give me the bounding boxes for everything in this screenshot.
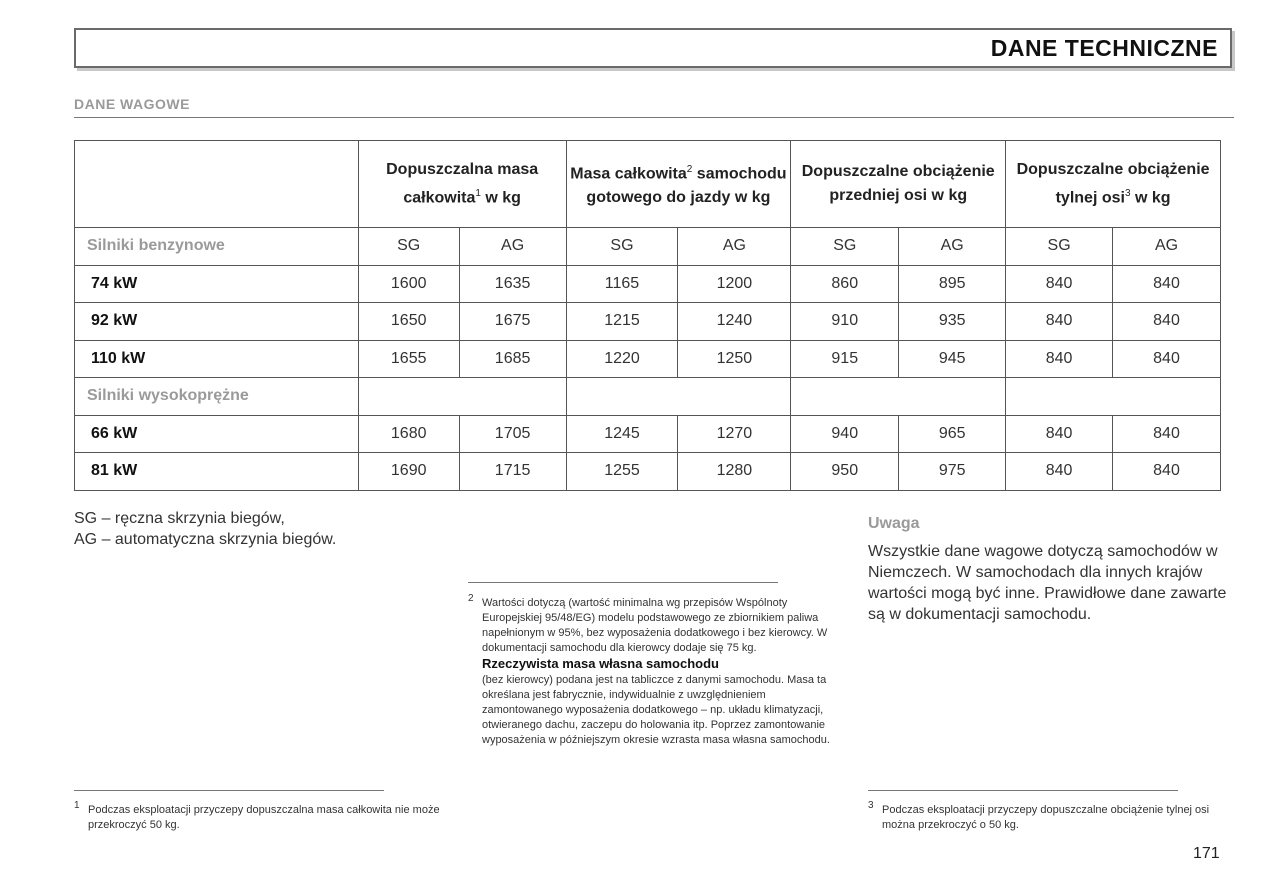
table-cell: 840 — [1006, 453, 1113, 491]
column-header: Dopuszczalne obciążenie przedniej osi w kg — [791, 141, 1006, 228]
footnote-1 — [74, 800, 450, 833]
table-cell: 1280 — [678, 453, 791, 491]
row-label: 66 kW — [75, 415, 359, 453]
table-cell: 895 — [899, 265, 1006, 303]
table-cell: 1270 — [678, 415, 791, 453]
empty-cell — [1006, 378, 1221, 416]
footnote-divider — [868, 790, 1178, 791]
empty-cell — [566, 378, 791, 416]
ag-cell: AG — [678, 228, 791, 266]
legend-ag: AG – automatyczna skrzynia biegów. — [74, 531, 337, 548]
table-cell: 1655 — [358, 340, 459, 378]
footnote-text-cont: (bez kierowcy) podana jest na tabliczce z danymi samochodu. Masa ta określana jest fabrycznie, indywidualnie z uwzględnieniem zamontowanego wyposażenia dodatkowego – np. układu klimatyzacji, otwieranego dachu, zaczepu do holowania itp. Poprzez zamontowanie wyposażenia w późniejszym okresie wzrasta masa własna samochodu. — [482, 674, 830, 746]
table-cell: 1250 — [678, 340, 791, 378]
table-row — [75, 415, 1221, 453]
table-header-row — [75, 141, 1221, 228]
table-row — [75, 340, 1221, 378]
table-cell: 1715 — [459, 453, 566, 491]
footnote-3 — [868, 800, 1232, 833]
footnote-text: Wartości dotyczą (wartość minimalna wg przepisów Wspólnoty Europejskiej 95/48/EG) modelu podstawowego ze zbiornikiem paliwa napełnionym w 95%, bez wyposażenia dodatkowego i bez kierowcy. W dokumentacji samochodu dla kierowcy dodaje się 75 kg. — [482, 597, 828, 654]
column-header: Dopuszczalne obciążenie tylnej osi$^3$ w kg — [1006, 141, 1221, 228]
footnote-bold-text: Rzeczywista masa własna samochodu — [482, 656, 719, 671]
footnote-number: 1 — [74, 800, 80, 811]
sg-cell: SG — [791, 228, 899, 266]
table-cell: 965 — [899, 415, 1006, 453]
table-row — [75, 303, 1221, 341]
sg-cell: SG — [566, 228, 678, 266]
table-cell: 840 — [1113, 340, 1221, 378]
ag-cell: AG — [1113, 228, 1221, 266]
table-cell: 1705 — [459, 415, 566, 453]
table-cell: 1255 — [566, 453, 678, 491]
weights-table — [74, 140, 1221, 491]
table-cell: 840 — [1006, 340, 1113, 378]
table-cell: 1635 — [459, 265, 566, 303]
ag-cell: AG — [899, 228, 1006, 266]
table-cell: 975 — [899, 453, 1006, 491]
table-cell: 840 — [1006, 415, 1113, 453]
row-label: 81 kW — [75, 453, 359, 491]
table-row — [75, 265, 1221, 303]
table-cell: 860 — [791, 265, 899, 303]
table-cell: 1220 — [566, 340, 678, 378]
page-title: DANE TECHNICZNE — [990, 35, 1218, 61]
table-cell: 1245 — [566, 415, 678, 453]
footnote-divider — [74, 790, 384, 791]
table-cell: 840 — [1006, 303, 1113, 341]
empty-cell — [358, 378, 566, 416]
table-cell: 1200 — [678, 265, 791, 303]
table-cell: 945 — [899, 340, 1006, 378]
table-cell: 910 — [791, 303, 899, 341]
note-text: Wszystkie dane wagowe dotyczą samochodów w Niemczech. W samochodach dla innych krajów wartości mogą być inne. Prawidłowe dane zawarte są w dokumentacji samochodu. — [868, 543, 1227, 623]
footnote-2 — [468, 593, 836, 748]
table-cell: 1680 — [358, 415, 459, 453]
table-cell: 1675 — [459, 303, 566, 341]
footnote-divider — [468, 582, 778, 583]
table-cell: 1240 — [678, 303, 791, 341]
ag-cell: AG — [459, 228, 566, 266]
table-row — [75, 453, 1221, 491]
table-cell: 840 — [1006, 265, 1113, 303]
sg-cell: SG — [358, 228, 459, 266]
table-cell: 840 — [1113, 453, 1221, 491]
table-cell: 1600 — [358, 265, 459, 303]
group-label: Silniki benzynowe — [75, 228, 359, 266]
table-cell: 950 — [791, 453, 899, 491]
table-cell: 915 — [791, 340, 899, 378]
table-cell: 1165 — [566, 265, 678, 303]
column-header: Dopuszczalna masa całkowita$^1$ w kg — [358, 141, 566, 228]
empty-cell — [791, 378, 1006, 416]
table-cell: 840 — [1113, 265, 1221, 303]
table-cell: 935 — [899, 303, 1006, 341]
section-divider — [74, 117, 1234, 118]
legend-sg: SG – ręczna skrzynia biegów, — [74, 510, 285, 527]
page-number: 171 — [1193, 845, 1220, 862]
sg-cell: SG — [1006, 228, 1113, 266]
row-label: 74 kW — [75, 265, 359, 303]
table-cell: 1685 — [459, 340, 566, 378]
table-cell: 1215 — [566, 303, 678, 341]
empty-header-cell — [75, 141, 359, 228]
section-title: DANE WAGOWE — [74, 96, 190, 112]
footnote-number: 3 — [868, 800, 874, 811]
note-title: Uwaga — [868, 515, 920, 532]
table-cell: 1650 — [358, 303, 459, 341]
column-header: Masa całkowita$^2$ samochodu gotowego do jazdy w kg — [566, 141, 791, 228]
table-cell: 840 — [1113, 415, 1221, 453]
footnote-text: Podczas eksploatacji przyczepy dopuszczalna masa całkowita nie może przekroczyć 50 kg. — [88, 804, 440, 831]
group-row-diesel — [75, 378, 1221, 416]
transmission-legend — [74, 508, 336, 550]
table-cell: 940 — [791, 415, 899, 453]
group-label: Silniki wysokoprężne — [75, 378, 359, 416]
row-label: 92 kW — [75, 303, 359, 341]
table-cell: 840 — [1113, 303, 1221, 341]
header-box — [74, 28, 1232, 68]
table-cell: 1690 — [358, 453, 459, 491]
row-label: 110 kW — [75, 340, 359, 378]
group-row-petrol — [75, 228, 1221, 266]
footnote-number: 2 — [468, 593, 474, 604]
footnote-text: Podczas eksploatacji przyczepy dopuszczalne obciążenie tylnej osi można przekroczyć o 50 kg. — [882, 804, 1210, 831]
